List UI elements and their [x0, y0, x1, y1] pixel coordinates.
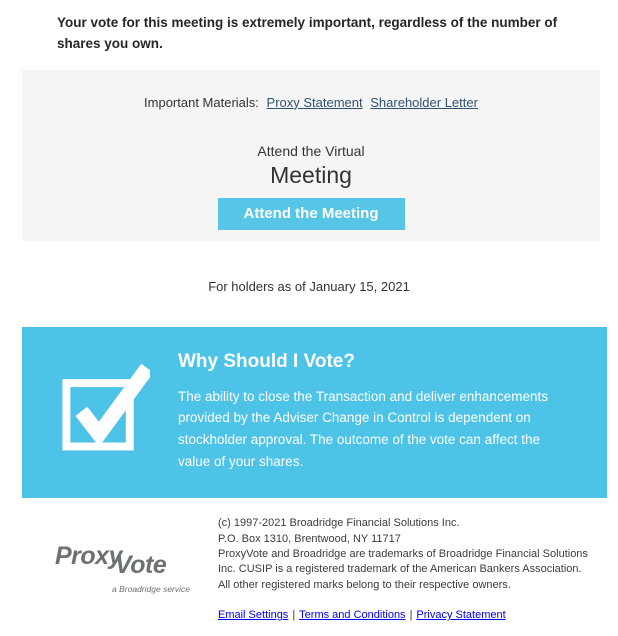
attend-virtual-text: Attend the Virtual	[257, 142, 365, 159]
important-materials-label: Important Materials:	[144, 94, 259, 110]
shareholder-letter-link[interactable]: Shareholder Letter	[370, 94, 478, 110]
attend-meeting-button[interactable]: Attend the Meeting	[218, 198, 405, 230]
footer-text-block	[218, 516, 592, 623]
why-vote-panel	[22, 327, 607, 498]
links-separator: |	[409, 609, 413, 622]
address-line: P.O. Box 1310, Brentwood, NY 11717	[218, 532, 401, 545]
why-vote-content	[178, 349, 570, 472]
proxy-statement-link[interactable]: Proxy Statement	[266, 94, 363, 110]
terms-conditions-link[interactable]: Terms and Conditions	[299, 609, 406, 622]
copyright-line: (c) 1997-2021 Broadridge Financial Solutions Inc.	[218, 517, 460, 530]
links-separator: |	[292, 609, 296, 622]
meeting-heading: Meeting	[270, 161, 352, 188]
logo-vote-text: Vote	[114, 551, 167, 580]
email-body	[0, 13, 618, 624]
why-vote-body: The ability to close the Transaction and deliver enhancements provided by the Adviser Change in Control is dependent on stockholder approval. The outcome of the vote can affect the value of your shares.	[178, 388, 548, 469]
logo-proxy-text: Proxy	[55, 542, 122, 571]
footer	[0, 516, 618, 623]
logo-tagline: a Broadridge service	[112, 584, 190, 595]
proxyvote-logo	[55, 542, 205, 623]
important-materials-row	[22, 95, 600, 110]
meeting-panel	[22, 70, 600, 241]
checkbox-check-icon	[62, 360, 150, 452]
trademark-text: ProxyVote and Broadridge are trademarks of Broadridge Financial Solutions Inc. CUSIP is a registered trademark of the American Bankers Association. All other registered marks belong to their respective owners.	[218, 548, 588, 591]
privacy-statement-link[interactable]: Privacy Statement	[416, 609, 506, 622]
intro-text: Your vote for this meeting is extremely important, regardless of the number of shares you own.	[57, 15, 558, 51]
holders-date-text: For holders as of January 15, 2021	[208, 278, 410, 294]
why-vote-title: Why Should I Vote?	[178, 350, 355, 372]
email-settings-link[interactable]: Email Settings	[218, 609, 289, 622]
footer-links	[218, 608, 592, 623]
